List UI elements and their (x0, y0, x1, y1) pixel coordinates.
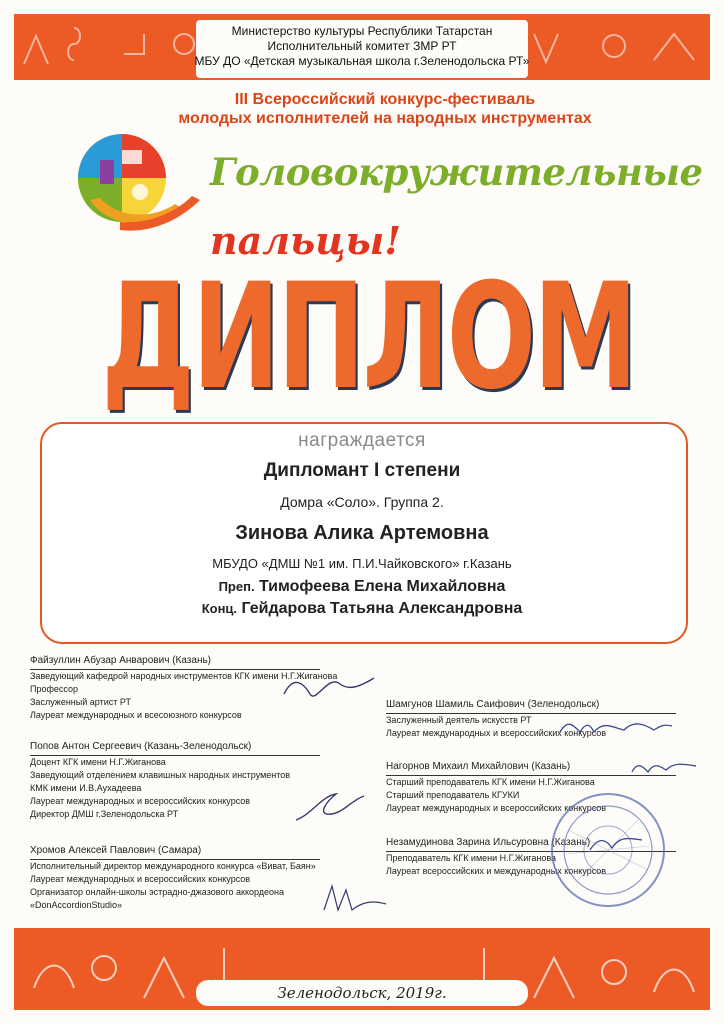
jury-detail: Директор ДМШ г.Зеленодольска РТ (30, 809, 179, 819)
signature-shamgunov-icon (556, 712, 676, 742)
jury-detail: Заслуженный артист РТ (30, 697, 131, 707)
festival-line-1: III Всероссийский конкурс-фестиваль (234, 91, 536, 108)
teacher-line (0, 578, 724, 596)
jury-detail: Доцент КГК имени Н.Г.Жиганова (30, 757, 166, 767)
award-degree: Дипломант I степени (263, 460, 461, 481)
official-stamp-icon (548, 790, 668, 910)
jury-detail: Лауреат международных и всероссийских конкурсов (30, 796, 251, 806)
jury-detail: Исполнительный директор международного конкурса «Виват, Баян» (30, 861, 316, 871)
festival-line-2: молодых исполнителей на народных инструментах (178, 110, 592, 127)
school-line: МБУ ДО «Детская музыкальная школа г.Зеленодольска РТ» (194, 54, 530, 68)
committee-line: Исполнительный комитет ЗМР РТ (267, 39, 457, 53)
jury-detail: Лауреат международных и всероссийских конкурсов (30, 874, 251, 884)
festival-title-line-1: Головокружительные (210, 150, 703, 194)
jury-name: Нагорнов Михаил Михайлович (Казань) (386, 761, 571, 772)
jury-detail: Лауреат всероссийских и международных конкурсов (386, 866, 607, 876)
jury-name: Файзуллин Абузар Анварович (Казань) (30, 655, 212, 666)
accompanist-name: Гейдарова Татьяна Александровна (241, 600, 523, 617)
signature-nagornov-icon (628, 754, 698, 780)
jury-name: Хромов Алексей Павлович (Самара) (30, 845, 202, 856)
festival-logo-icon (60, 130, 210, 240)
teacher-name: Тимофеева Елена Михайловна (259, 578, 506, 595)
jury-detail: Заслуженный деятель искусств РТ (386, 715, 532, 725)
jury-detail: Лауреат международных и всероссийских конкурсов (386, 728, 607, 738)
jury-detail: Лауреат международных и всесоюзного конкурсов (30, 710, 242, 720)
jury-name: Попов Антон Сергеевич (Казань-Зеленодольск) (30, 741, 252, 752)
jury-detail: Старший преподаватель КГУКИ (386, 790, 520, 800)
city-year: Зеленодольск, 2019г. (277, 984, 447, 1002)
jury-detail: Заведующий отделением клавишных народных инструментов (30, 770, 291, 780)
signature-khromov-icon (320, 880, 390, 916)
jury-member-left-2 (30, 740, 320, 821)
student-school: МБУДО «ДМШ №1 им. П.И.Чайковского» г.Казань (212, 556, 512, 571)
signature-faizullin-icon (280, 668, 380, 704)
jury-name: Шамгунов Шамиль Саифович (Зеленодольск) (386, 699, 600, 710)
jury-detail: «DonAccordionStudio» (30, 900, 123, 910)
jury-detail: Преподаватель КГК имени Н.Г.Жиганова (386, 853, 557, 863)
teacher-prefix: Преп. (218, 579, 255, 594)
award-category: Домра «Соло». Группа 2. (280, 494, 444, 510)
jury-detail: Заведующий кафедрой народных инструментов КГК имени Н.Г.Жиганова (30, 671, 338, 681)
ministry-line: Министерство культуры Республики Татарстан (231, 24, 493, 38)
jury-detail: Организатор онлайн-школы эстрадно-джазового аккордеона (30, 887, 285, 897)
festival-title-line-2: пальцы! (210, 218, 402, 263)
jury-name: Незамудинова Зарина Ильсуровна (Казань) (386, 837, 591, 848)
diploma-heading: ДИПЛОМ (101, 252, 635, 422)
signature-popov-icon (290, 786, 370, 826)
student-name: Зинова Алика Артемовна (235, 522, 489, 544)
awarded-label: награждается (298, 430, 426, 451)
accompanist-prefix: Конц. (201, 601, 238, 616)
organizer-header (0, 24, 724, 69)
jury-detail: Старший преподаватель КГК имени Н.Г.Жиганова (386, 777, 595, 787)
festival-subtitle (160, 90, 610, 128)
jury-member-left-3 (30, 844, 320, 912)
accompanist-line (0, 600, 724, 618)
jury-detail: КМК имени И.В.Аухадеева (30, 783, 142, 793)
jury-detail: Профессор (30, 684, 79, 694)
jury-detail: Лауреат международных и всероссийских конкурсов (386, 803, 607, 813)
